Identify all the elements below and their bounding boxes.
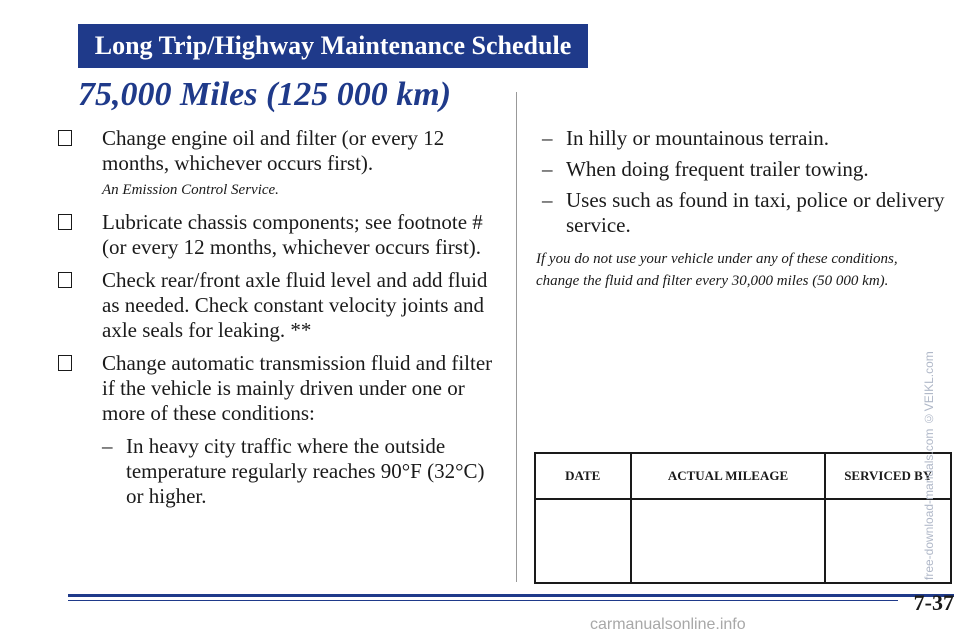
date-cell[interactable] (535, 499, 631, 583)
table-header-row (535, 453, 951, 499)
dash-bullet: – (542, 188, 553, 212)
checkbox-icon[interactable] (58, 272, 72, 288)
checklist-item-oil: Change engine oil and filter (or every 12 months, whichever occurs first). (56, 126, 496, 176)
column-divider (516, 92, 517, 582)
left-column (56, 126, 496, 511)
checklist-item-axle: Check rear/front axle fluid level and add fluid as needed. Check constant velocity joints and axle seals for leaking. ** (56, 268, 496, 343)
condition-item: – In hilly or mountainous terrain. (542, 126, 830, 150)
checkbox-icon[interactable] (58, 355, 72, 371)
header-title: Long Trip/Highway Maintenance Schedule (94, 31, 572, 60)
fluid-change-note: If you do not use your vehicle under any of these conditions, change the fluid and filter every 30,000 miles (50 000 km). (536, 251, 898, 289)
footer-rule (68, 594, 954, 597)
right-column (530, 126, 950, 292)
checklist-item-chassis: Lubricate chassis components; see footnote # (or every 12 months, whichever occurs first). (56, 210, 496, 260)
table-header-serviced-by: SERVICED BY (825, 453, 951, 499)
vertical-watermark: free-download-manuals.com ©VEIKL.com (922, 351, 936, 580)
bottom-watermark: carmanualsonline.info (590, 616, 746, 633)
service-record-table (534, 452, 952, 584)
table-header-mileage: ACTUAL MILEAGE (631, 453, 826, 499)
condition-item: – When doing frequent trailer towing. (542, 157, 869, 181)
condition-item: – Uses such as found in taxi, police or delivery service. (542, 188, 945, 237)
checkbox-icon[interactable] (58, 130, 72, 146)
mileage-cell[interactable] (631, 499, 826, 583)
emission-note: An Emission Control Service. (102, 182, 279, 198)
table-row (535, 499, 951, 583)
dash-bullet: – (542, 157, 553, 181)
page-number: 7-37 (913, 590, 954, 615)
section-header-bar (78, 24, 588, 68)
checkbox-icon[interactable] (58, 214, 72, 230)
footer-rule-thin (68, 600, 898, 601)
dash-bullet: – (542, 126, 553, 150)
dash-bullet: – (102, 434, 113, 458)
table-header-date: DATE (535, 453, 631, 499)
section-title: 75,000 Miles (125 000 km) (78, 76, 452, 113)
condition-item: – In heavy city traffic where the outside temperature regularly reaches 90°F (32°C) or higher. (102, 434, 485, 508)
checklist-item-transmission: Change automatic transmission fluid and filter if the vehicle is mainly driven under one or more of these conditions: (56, 351, 496, 426)
